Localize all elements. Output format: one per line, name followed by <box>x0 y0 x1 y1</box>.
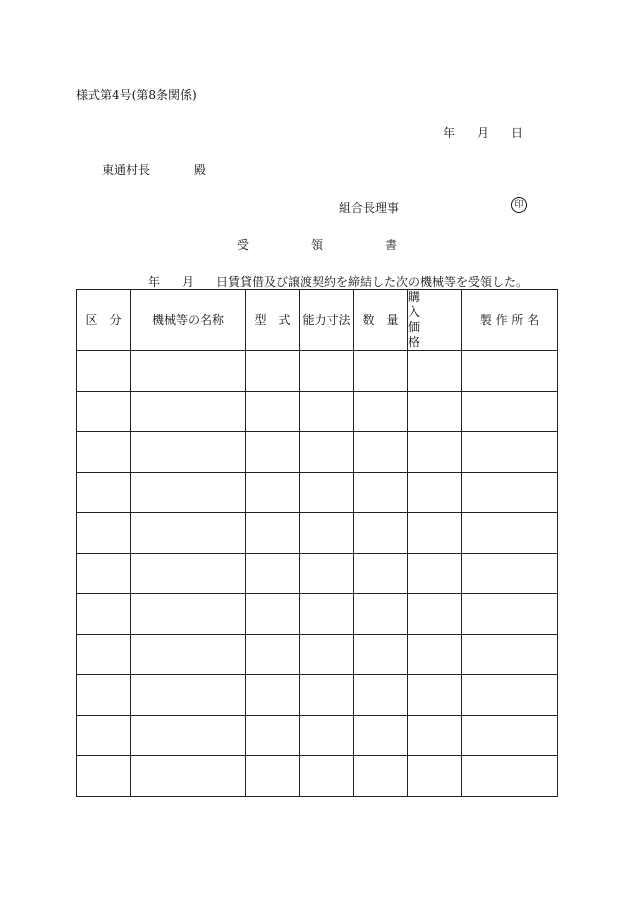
cell-price[interactable] <box>408 634 462 675</box>
cell-quantity[interactable] <box>354 472 408 513</box>
header-name: 機械等の名称 <box>131 290 246 351</box>
cell-manufacturer[interactable] <box>462 594 558 635</box>
cell-capacity[interactable] <box>300 675 354 716</box>
cell-category[interactable] <box>77 513 131 554</box>
header-price <box>408 290 462 351</box>
document-title <box>237 236 397 253</box>
cell-category[interactable] <box>77 715 131 756</box>
table-row <box>77 351 558 392</box>
cell-model[interactable] <box>246 351 300 392</box>
date-month-label: 月 <box>477 126 490 140</box>
table-row <box>77 391 558 432</box>
date-day-label: 日 <box>511 126 524 140</box>
cell-model[interactable] <box>246 594 300 635</box>
cell-quantity[interactable] <box>354 594 408 635</box>
cell-price[interactable] <box>408 553 462 594</box>
date-line <box>443 124 523 141</box>
issuer-title: 組合長理事 <box>339 201 400 215</box>
title-char: 領 <box>311 238 324 252</box>
cell-price[interactable] <box>408 472 462 513</box>
cell-quantity[interactable] <box>354 513 408 554</box>
table-row <box>77 432 558 473</box>
header-category: 区 分 <box>77 290 131 351</box>
table-row <box>77 553 558 594</box>
table-row <box>77 675 558 716</box>
cell-category[interactable] <box>77 351 131 392</box>
cell-capacity[interactable] <box>300 634 354 675</box>
cell-price[interactable] <box>408 675 462 716</box>
cell-capacity[interactable] <box>300 472 354 513</box>
header-price-line2: 価 格 <box>408 320 431 349</box>
cell-price[interactable] <box>408 351 462 392</box>
cell-manufacturer[interactable] <box>462 472 558 513</box>
cell-category[interactable] <box>77 675 131 716</box>
cell-category[interactable] <box>77 756 131 797</box>
cell-quantity[interactable] <box>354 351 408 392</box>
equipment-table <box>76 289 558 797</box>
cell-name[interactable] <box>131 391 246 432</box>
header-manufacturer: 製 作 所 名 <box>462 290 558 351</box>
cell-name[interactable] <box>131 472 246 513</box>
cell-name[interactable] <box>131 634 246 675</box>
cell-quantity[interactable] <box>354 553 408 594</box>
header-model: 型 式 <box>246 290 300 351</box>
addressee-honorific: 殿 <box>194 163 207 177</box>
cell-category[interactable] <box>77 391 131 432</box>
table-row <box>77 594 558 635</box>
title-char: 書 <box>385 238 398 252</box>
cell-price[interactable] <box>408 391 462 432</box>
cell-quantity[interactable] <box>354 756 408 797</box>
cell-name[interactable] <box>131 553 246 594</box>
header-price-line1: 購 入 <box>408 290 433 319</box>
cell-capacity[interactable] <box>300 513 354 554</box>
cell-manufacturer[interactable] <box>462 675 558 716</box>
cell-name[interactable] <box>131 675 246 716</box>
header-quantity: 数 量 <box>354 290 408 351</box>
statement-month: 月 <box>182 275 195 289</box>
cell-name[interactable] <box>131 513 246 554</box>
title-char: 受 <box>237 238 250 252</box>
cell-capacity[interactable] <box>300 351 354 392</box>
cell-model[interactable] <box>246 513 300 554</box>
cell-manufacturer[interactable] <box>462 513 558 554</box>
date-year-label: 年 <box>443 126 456 140</box>
form-number: 様式第4号(第8条関係) <box>76 88 197 102</box>
table-row <box>77 513 558 554</box>
table-body <box>77 351 558 797</box>
cell-manufacturer[interactable] <box>462 432 558 473</box>
cell-name[interactable] <box>131 756 246 797</box>
cell-model[interactable] <box>246 553 300 594</box>
cell-price[interactable] <box>408 756 462 797</box>
cell-quantity[interactable] <box>354 715 408 756</box>
cell-price[interactable] <box>408 513 462 554</box>
cell-capacity[interactable] <box>300 391 354 432</box>
cell-quantity[interactable] <box>354 634 408 675</box>
cell-name[interactable] <box>131 351 246 392</box>
cell-manufacturer[interactable] <box>462 756 558 797</box>
cell-model[interactable] <box>246 472 300 513</box>
cell-model[interactable] <box>246 634 300 675</box>
cell-quantity[interactable] <box>354 391 408 432</box>
cell-category[interactable] <box>77 553 131 594</box>
cell-price[interactable] <box>408 432 462 473</box>
cell-model[interactable] <box>246 675 300 716</box>
cell-manufacturer[interactable] <box>462 715 558 756</box>
statement-body: 日賃貸借及び譲渡契約を締結した次の機械等を受領した。 <box>216 275 529 289</box>
statement-year: 年 <box>148 275 161 289</box>
cell-capacity[interactable] <box>300 715 354 756</box>
cell-quantity[interactable] <box>354 432 408 473</box>
cell-capacity[interactable] <box>300 756 354 797</box>
addressee-name: 東通村長 <box>102 163 151 177</box>
cell-category[interactable] <box>77 634 131 675</box>
seal-mark: 印 <box>511 197 527 213</box>
table-row <box>77 715 558 756</box>
addressee <box>102 161 206 178</box>
cell-capacity[interactable] <box>300 594 354 635</box>
header-capacity: 能力寸法 <box>300 290 354 351</box>
cell-manufacturer[interactable] <box>462 553 558 594</box>
cell-manufacturer[interactable] <box>462 634 558 675</box>
cell-model[interactable] <box>246 756 300 797</box>
cell-model[interactable] <box>246 432 300 473</box>
cell-name[interactable] <box>131 594 246 635</box>
cell-model[interactable] <box>246 715 300 756</box>
table-header-row <box>77 290 558 351</box>
cell-model[interactable] <box>246 391 300 432</box>
cell-capacity[interactable] <box>300 432 354 473</box>
cell-quantity[interactable] <box>354 675 408 716</box>
cell-category[interactable] <box>77 432 131 473</box>
table-row <box>77 756 558 797</box>
cell-manufacturer[interactable] <box>462 351 558 392</box>
cell-name[interactable] <box>131 432 246 473</box>
cell-name[interactable] <box>131 715 246 756</box>
cell-price[interactable] <box>408 594 462 635</box>
cell-category[interactable] <box>77 472 131 513</box>
table-row <box>77 472 558 513</box>
cell-manufacturer[interactable] <box>462 391 558 432</box>
cell-category[interactable] <box>77 594 131 635</box>
receipt-statement <box>148 273 528 290</box>
table-row <box>77 634 558 675</box>
cell-capacity[interactable] <box>300 553 354 594</box>
cell-price[interactable] <box>408 715 462 756</box>
